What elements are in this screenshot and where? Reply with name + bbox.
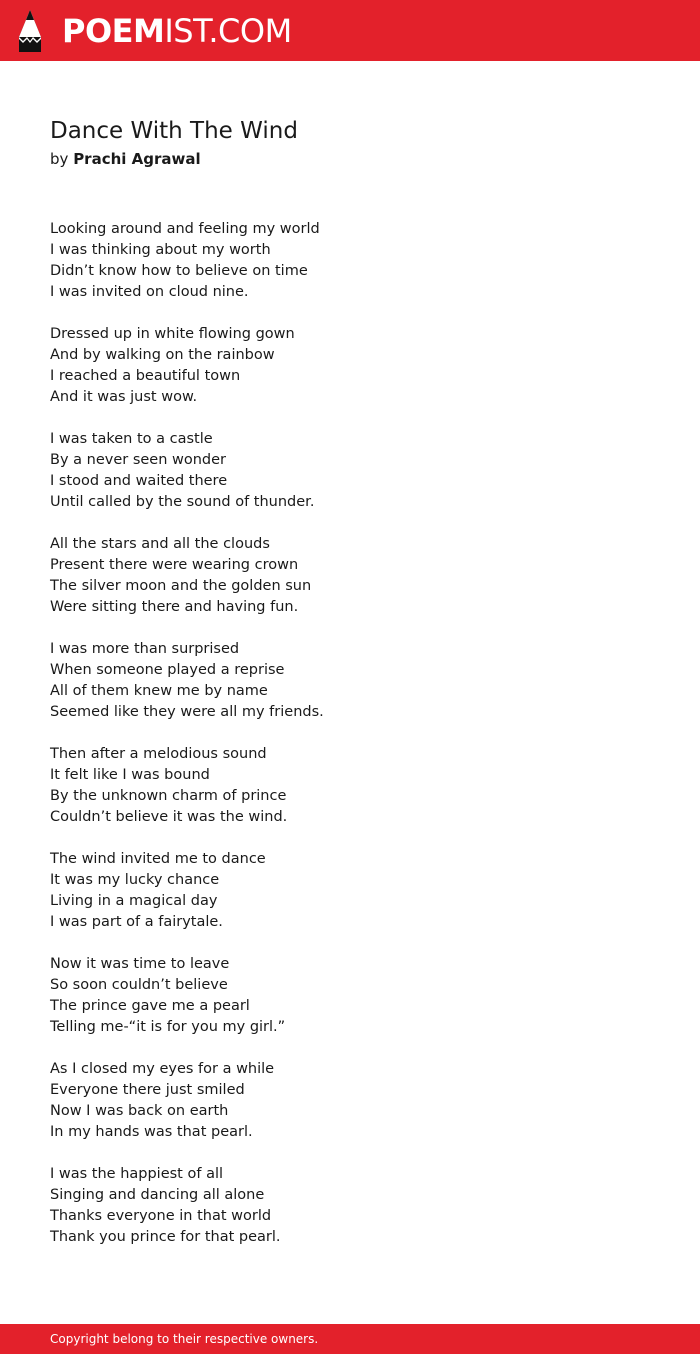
poem-line: Seemed like they were all my friends. xyxy=(50,704,324,720)
author-name: Prachi Agrawal xyxy=(73,150,201,168)
poem-line: Then after a melodious sound xyxy=(50,746,267,762)
poem-line: Were sitting there and having fun. xyxy=(50,599,299,615)
site-footer xyxy=(0,1324,700,1354)
stanza xyxy=(50,429,650,513)
poem-line: The prince gave me a pearl xyxy=(50,998,250,1014)
stanza xyxy=(50,954,650,1038)
stanza xyxy=(50,744,650,828)
stanza xyxy=(50,1164,650,1248)
poem-line: Now it was time to leave xyxy=(50,956,230,972)
stanza xyxy=(50,639,650,723)
poem-line: It was my lucky chance xyxy=(50,872,220,888)
poem-line: I was the happiest of all xyxy=(50,1166,224,1182)
poem-title: Dance With The Wind xyxy=(50,118,298,144)
stanza xyxy=(50,324,650,408)
poem-line: All the stars and all the clouds xyxy=(50,536,270,552)
poem-line: So soon couldn’t believe xyxy=(50,977,228,993)
poem-line: I stood and waited there xyxy=(50,473,228,489)
poem-line: By a never seen wonder xyxy=(50,452,227,468)
poem-line: Singing and dancing all alone xyxy=(50,1187,265,1203)
poem-line: I was taken to a castle xyxy=(50,431,213,447)
poem-line: Didn’t know how to believe on time xyxy=(50,263,308,279)
poem-line: Telling me-“it is for you my girl.” xyxy=(50,1019,286,1035)
stanza xyxy=(50,219,650,303)
logo-brand-bold: POEM xyxy=(62,12,165,50)
poem-line: Dressed up in white flowing gown xyxy=(50,326,295,342)
by-label: by xyxy=(50,150,69,168)
stanza xyxy=(50,1059,650,1143)
poem-line: Until called by the sound of thunder. xyxy=(50,494,315,510)
poem-line: Now I was back on earth xyxy=(50,1103,229,1119)
poem-line: It felt like I was bound xyxy=(50,767,210,783)
poem-line: And by walking on the rainbow xyxy=(50,347,275,363)
poem-line: I was part of a fairytale. xyxy=(50,914,223,930)
logo-brand-light: IST.COM xyxy=(164,12,292,50)
poem-line: Present there were wearing crown xyxy=(50,557,299,573)
poem-line: As I closed my eyes for a while xyxy=(50,1061,275,1077)
poem-body xyxy=(50,219,650,1269)
poem-line: And it was just wow. xyxy=(50,389,198,405)
poem-line: By the unknown charm of prince xyxy=(50,788,287,804)
poem-line: Thanks everyone in that world xyxy=(50,1208,272,1224)
poem-line: The wind invited me to dance xyxy=(50,851,266,867)
poem-line: Looking around and feeling my world xyxy=(50,221,320,237)
poem-line: Living in a magical day xyxy=(50,893,218,909)
copyright-text: Copyright belong to their respective owners. xyxy=(50,1332,319,1346)
poem-line: I was thinking about my worth xyxy=(50,242,271,258)
site-logo[interactable] xyxy=(62,11,292,51)
poem-line: I reached a beautiful town xyxy=(50,368,241,384)
poem-line: In my hands was that pearl. xyxy=(50,1124,253,1140)
poem-line: Thank you prince for that pearl. xyxy=(50,1229,281,1245)
poem-line: The silver moon and the golden sun xyxy=(50,578,312,594)
poem-line: I was invited on cloud nine. xyxy=(50,284,249,300)
site-header xyxy=(0,0,700,61)
stanza xyxy=(50,534,650,618)
stanza xyxy=(50,849,650,933)
poem-line: Couldn’t believe it was the wind. xyxy=(50,809,288,825)
poem-line: Everyone there just smiled xyxy=(50,1082,245,1098)
byline xyxy=(50,148,201,170)
poem-line: I was more than surprised xyxy=(50,641,240,657)
poem-line: All of them knew me by name xyxy=(50,683,268,699)
pencil-icon xyxy=(17,10,43,52)
poem-line: When someone played a reprise xyxy=(50,662,285,678)
